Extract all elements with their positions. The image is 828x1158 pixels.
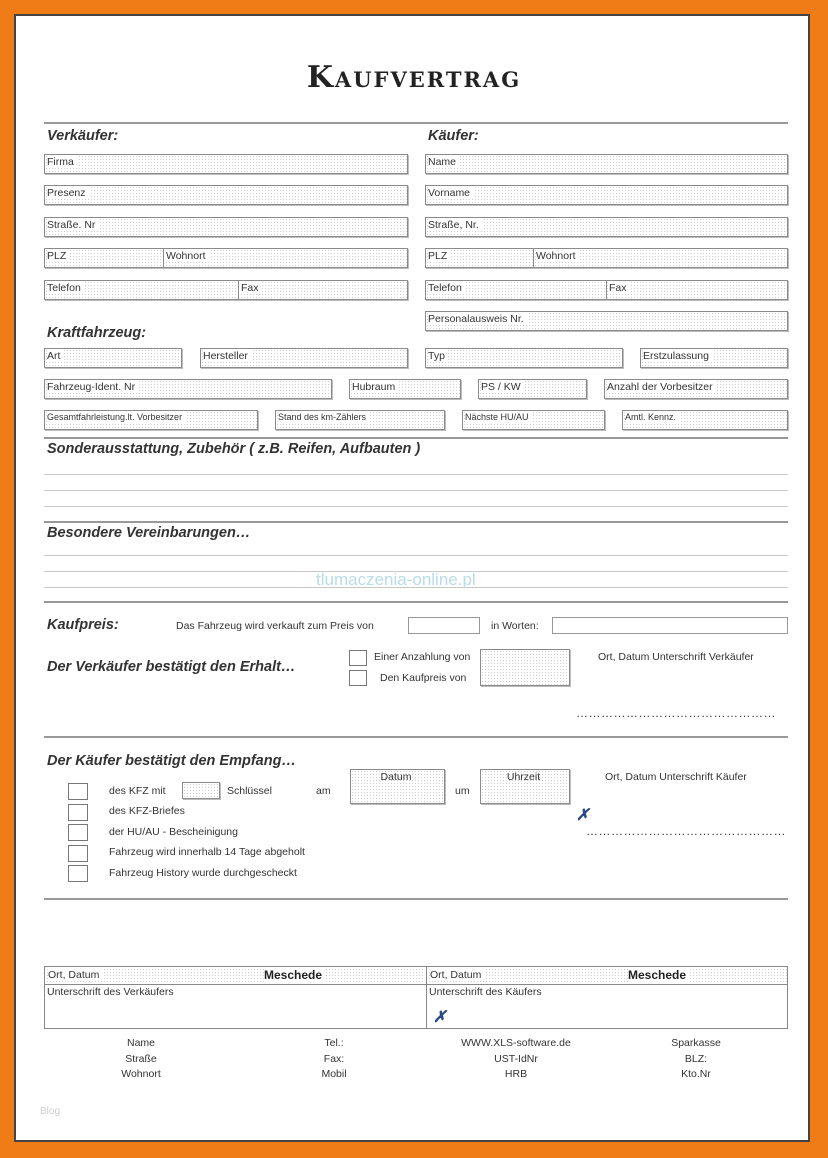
vehicle-kennz-label: Amtl. Kennz. — [625, 412, 679, 422]
receipt-heading: Der Verkäufer bestätigt den Erhalt… — [47, 659, 296, 675]
seller-place-date-field[interactable] — [46, 968, 424, 983]
buyer-wohnort-label: Wohnort — [536, 250, 579, 262]
buyer-final-sign-x-icon: ✗ — [433, 1009, 447, 1026]
seller-plz-label: PLZ — [47, 250, 69, 262]
vehicle-vorbesitzer-label: Anzahl der Vorbesitzer — [607, 381, 716, 393]
vehicle-ps-field[interactable] — [478, 379, 587, 399]
buyer-plz-wohnort-field[interactable] — [425, 248, 788, 268]
buyer-id-field[interactable] — [425, 311, 788, 331]
seller-phone-fax-field[interactable] — [44, 280, 408, 300]
footer-website: WWW.XLS-software.de — [461, 1037, 571, 1049]
handover-hu-label: der HU/AU - Bescheinigung — [109, 826, 238, 838]
price-in-words-label: in Worten: — [491, 620, 539, 632]
seller-presenz-field[interactable] — [44, 185, 408, 205]
buyer-name-label: Name — [428, 156, 459, 168]
handover-time-label: Uhrzeit — [506, 771, 541, 783]
seller-presenz-label: Presenz — [47, 187, 89, 199]
field-divider — [238, 281, 239, 299]
buyer-id-label: Personalausweis Nr. — [428, 313, 527, 325]
handover-pickup-checkbox[interactable] — [68, 845, 88, 862]
vehicle-ident-label: Fahrzeug-Ident. Nr — [47, 381, 138, 393]
buyer-ort-datum-label: Ort, Datum — [430, 969, 484, 981]
seller-city-value: Meschede — [264, 968, 325, 982]
price-sold-text: Das Fahrzeug wird verkauft zum Preis von — [176, 620, 374, 632]
vehicle-ident-field[interactable] — [44, 379, 332, 399]
seller-fax-label: Fax — [241, 282, 262, 294]
section-divider — [44, 898, 788, 900]
buyer-phone-fax-field[interactable] — [425, 280, 788, 300]
handover-heading: Der Käufer bestätigt den Empfang… — [47, 753, 296, 769]
seller-telefon-label: Telefon — [47, 282, 84, 294]
footer-hrb: HRB — [504, 1068, 528, 1080]
writing-line[interactable] — [44, 490, 788, 491]
footer-mobil: Mobil — [321, 1068, 347, 1080]
buyer-street-label: Straße, Nr. — [428, 219, 482, 231]
vehicle-vorbesitzer-field[interactable] — [604, 379, 788, 399]
field-divider — [163, 249, 164, 267]
seller-firma-label: Firma — [47, 156, 77, 168]
handover-kfz-label: des KFZ mit — [109, 785, 166, 797]
buyer-signature-line[interactable]: ………………………………………… — [586, 824, 786, 838]
vehicle-typ-label: Typ — [428, 350, 448, 362]
buyer-vorname-field[interactable] — [425, 185, 788, 205]
footer-name: Name — [126, 1037, 155, 1049]
buyer-signature-label: Ort, Datum Unterschrift Käufer — [605, 771, 747, 783]
vehicle-hu-label: Nächste HU/AU — [465, 412, 532, 422]
vehicle-erstzulassung-label: Erstzulassung — [643, 350, 712, 362]
handover-time-field[interactable] — [480, 769, 570, 804]
seller-firma-field[interactable] — [44, 154, 408, 174]
footer-blz: BLZ: — [684, 1052, 708, 1065]
vehicle-art-field[interactable] — [44, 348, 182, 368]
price-in-words-input[interactable] — [552, 617, 788, 634]
section-divider — [44, 601, 788, 603]
handover-history-checkbox[interactable] — [68, 865, 88, 882]
vehicle-kennz-field[interactable] — [622, 410, 788, 430]
buyer-vorname-label: Vorname — [428, 187, 473, 199]
contract-page — [14, 14, 810, 1142]
price-amount-input[interactable] — [408, 617, 480, 634]
buyer-telefon-label: Telefon — [428, 282, 465, 294]
buyer-heading: Käufer: — [428, 128, 479, 144]
seller-ort-datum-label: Ort, Datum — [48, 969, 102, 981]
vehicle-typ-field[interactable] — [425, 348, 623, 368]
footer-col-phone — [274, 1036, 394, 1083]
vehicle-gesamtfahrleistung-label: Gesamtfahrleistung.lt. Vorbesitzer — [47, 412, 185, 422]
corner-watermark: Blog — [40, 1106, 61, 1117]
section-divider — [44, 437, 788, 439]
section-divider — [44, 736, 788, 738]
footer-bank: Sparkasse — [671, 1037, 721, 1049]
handover-history-label: Fahrzeug History wurde durchgescheckt — [109, 867, 297, 879]
handover-kfz-checkbox[interactable] — [68, 783, 88, 800]
buyer-fax-label: Fax — [609, 282, 630, 294]
seller-wohnort-label: Wohnort — [166, 250, 209, 262]
vehicle-erstzulassung-field[interactable] — [640, 348, 788, 368]
footer-fax: Fax: — [323, 1052, 345, 1065]
full-price-label: Den Kaufpreis von — [380, 672, 467, 684]
buyer-name-field[interactable] — [425, 154, 788, 174]
signature-table — [44, 966, 788, 1029]
footer-kto: Kto.Nr — [681, 1068, 711, 1080]
page-title: Kaufvertrag — [306, 60, 522, 95]
footer-col-address — [81, 1036, 201, 1083]
writing-line[interactable] — [44, 474, 788, 475]
agreements-heading: Besondere Vereinbarungen… — [47, 525, 251, 541]
vehicle-gesamtfahrleistung-field[interactable] — [44, 410, 258, 430]
buyer-street-field[interactable] — [425, 217, 788, 237]
footer-street: Straße — [125, 1052, 157, 1065]
handover-brief-checkbox[interactable] — [68, 804, 88, 821]
footer-tel: Tel.: — [324, 1037, 344, 1049]
vehicle-hersteller-field[interactable] — [200, 348, 408, 368]
handover-date-field[interactable] — [350, 769, 445, 804]
am-label: am — [316, 785, 331, 797]
vehicle-hersteller-label: Hersteller — [203, 350, 251, 362]
full-price-checkbox[interactable] — [349, 670, 367, 686]
handover-hu-checkbox[interactable] — [68, 824, 88, 841]
vehicle-hu-field[interactable] — [462, 410, 605, 430]
um-label: um — [455, 785, 470, 797]
price-heading: Kaufpreis: — [47, 617, 119, 633]
watermark-text: tlumaczenia-online.pl — [316, 570, 476, 589]
writing-line[interactable] — [44, 555, 788, 556]
receipt-amount-field[interactable] — [480, 649, 570, 686]
seller-signature-label: Ort, Datum Unterschrift Verkäufer — [598, 651, 754, 663]
signature-col-divider — [426, 967, 427, 1028]
buyer-sign-x-icon: ✗ — [576, 807, 590, 824]
footer-col-web — [446, 1036, 586, 1083]
vehicle-km-label: Stand des km-Zählers — [278, 412, 369, 422]
deposit-checkbox[interactable] — [349, 650, 367, 666]
seller-street-field[interactable] — [44, 217, 408, 237]
vehicle-hubraum-label: Hubraum — [352, 381, 398, 393]
buyer-plz-label: PLZ — [428, 250, 450, 262]
keys-count-field[interactable] — [182, 782, 220, 799]
buyer-signature-caption: Unterschrift des Käufers — [429, 986, 542, 998]
buyer-city-value: Meschede — [628, 968, 689, 982]
seller-signature-caption: Unterschrift des Verkäufers — [47, 986, 174, 998]
footer-col-bank — [636, 1036, 756, 1083]
seller-signature-line[interactable]: ………………………………………… — [576, 706, 776, 720]
signature-row-divider — [45, 984, 787, 985]
footer-city: Wohnort — [121, 1068, 161, 1080]
field-divider — [606, 281, 607, 299]
title-divider — [44, 122, 788, 124]
seller-street-label: Straße. Nr — [47, 219, 98, 231]
seller-heading: Verkäufer: — [47, 128, 119, 144]
field-divider — [533, 249, 534, 267]
footer-ust: UST-IdNr — [494, 1052, 538, 1065]
handover-pickup-label: Fahrzeug wird innerhalb 14 Tage abgeholt — [109, 846, 305, 858]
section-divider — [44, 521, 788, 523]
vehicle-km-field[interactable] — [275, 410, 445, 430]
deposit-label: Einer Anzahlung von — [374, 651, 471, 663]
handover-brief-label: des KFZ-Briefes — [109, 805, 185, 817]
vehicle-ps-label: PS / KW — [481, 381, 524, 393]
vehicle-art-label: Art — [47, 350, 63, 362]
vehicle-hubraum-field[interactable] — [349, 379, 461, 399]
seller-plz-wohnort-field[interactable] — [44, 248, 408, 268]
extras-heading: Sonderausstattung, Zubehör ( z.B. Reifen, Aufbauten ) — [47, 441, 421, 457]
vehicle-heading: Kraftfahrzeug: — [47, 325, 147, 341]
writing-line[interactable] — [44, 506, 788, 507]
keys-label: Schlüssel — [227, 785, 272, 797]
buyer-place-date-field[interactable] — [428, 968, 787, 983]
handover-date-label: Datum — [380, 771, 412, 783]
